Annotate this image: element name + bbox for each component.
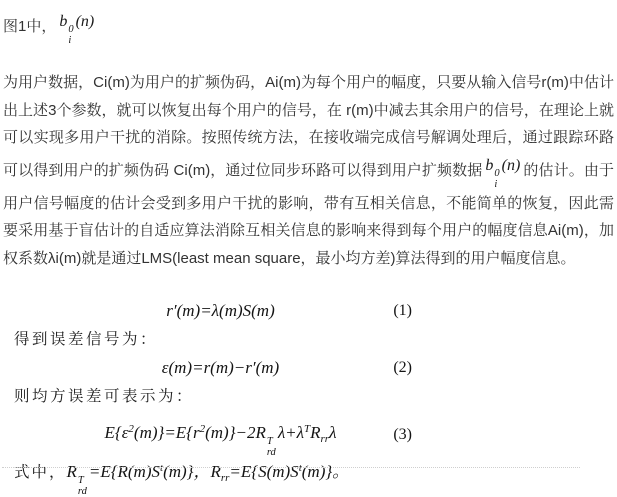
equation-2-number: (2) — [393, 359, 412, 377]
intro-text: 图1中， — [3, 18, 57, 35]
inline-formula-b0n — [56, 8, 97, 46]
eq-supsub-segment: 0 i — [68, 24, 74, 47]
equation-3-expression — [104, 423, 337, 459]
eq-segment: E{ε — [104, 423, 129, 443]
eq-supsub-segment: T rd — [266, 436, 276, 459]
eq-segment: b — [485, 156, 494, 174]
eq-segment: 。 — [332, 462, 350, 482]
equation-1-number: (1) — [393, 302, 412, 320]
equation-1 — [3, 299, 438, 323]
eq-supsub-segment: 0 i — [494, 167, 500, 190]
eq-segment: rr — [220, 472, 230, 485]
eq-segment: R — [310, 423, 321, 443]
equation-2-expression — [162, 358, 279, 377]
eq-segment: 2 — [128, 423, 134, 436]
equation-3 — [3, 413, 438, 459]
eq-segment: r′(m)=λ(m)S(m) — [166, 301, 275, 321]
equation-footer — [14, 453, 614, 497]
eq-segment: R — [66, 462, 77, 482]
eq-segment: (m)}=E{r — [133, 423, 200, 443]
eq-segment: =E{R(m)S — [88, 462, 160, 482]
equation-2 — [3, 356, 438, 380]
inline-formula-b0n — [482, 152, 523, 190]
eq-segment: rr — [320, 433, 330, 446]
eq-segment: b — [59, 13, 68, 30]
eq-segment: =E{S(m)S — [229, 462, 299, 482]
eq-segment: t — [160, 462, 164, 475]
equation-1-expression — [166, 301, 274, 320]
paragraph-text-1: 为用户数据，Ci(m)为用户的扩频伪码，Ai(m)为每个用户的幅度，只要从输入信号r(m)中估计出上述3个参数，就可以恢复出每个用户的信号，在 r(m)中减去其余用户的信号，在理论上就可以实现多用户干扰的消除。按照传统方法，在接收端完成信号解调处理后，通过跟踪环路可以得到用户的扩频伪码 Ci(m)，通过位同步环路可以得到用户扩频数据 — [3, 74, 614, 179]
equation-3-number: (3) — [393, 426, 412, 444]
scanned-image-bottom-edge — [2, 467, 580, 468]
equation-label-mean-square-error: 则均方误差可表示为： — [14, 388, 195, 406]
eq-segment: λ+λ — [277, 423, 305, 443]
equation-label-error-signal: 得到误差信号为： — [14, 331, 159, 349]
eq-segment: t — [298, 462, 302, 475]
eq-segment: (m)} — [301, 462, 333, 482]
equation-footer-label: 式中， — [14, 464, 67, 482]
eq-segment: λ — [329, 423, 337, 443]
eq-supsub-segment: T rd — [77, 475, 87, 497]
equation-block — [3, 299, 614, 497]
eq-segment: (n) — [501, 156, 521, 174]
eq-segment: (n) — [75, 13, 95, 30]
eq-segment: (m)}，R — [163, 462, 221, 482]
eq-segment: ε(m)=r(m)−r′(m) — [161, 358, 280, 378]
eq-segment: T — [304, 423, 311, 436]
eq-segment: 2 — [199, 423, 206, 436]
paragraph-text-2: 的估计。由于用户信号幅度的估计会受到多用户干扰的影响，带有互相关信息，不能简单的恢复，因此需要采用基于盲估计的自适应算法消除互相关信息的影响来得到每个用户的幅度信息Ai(m)，加权系数λi(m)就是通过LMS(least mean square，最小均方差)算法得到的用户幅度信息。 — [3, 161, 614, 267]
eq-segment: (m)}−2R — [205, 423, 266, 443]
intro-line — [3, 8, 614, 46]
equation-footer-expression — [66, 462, 350, 497]
body-paragraph — [3, 69, 614, 272]
